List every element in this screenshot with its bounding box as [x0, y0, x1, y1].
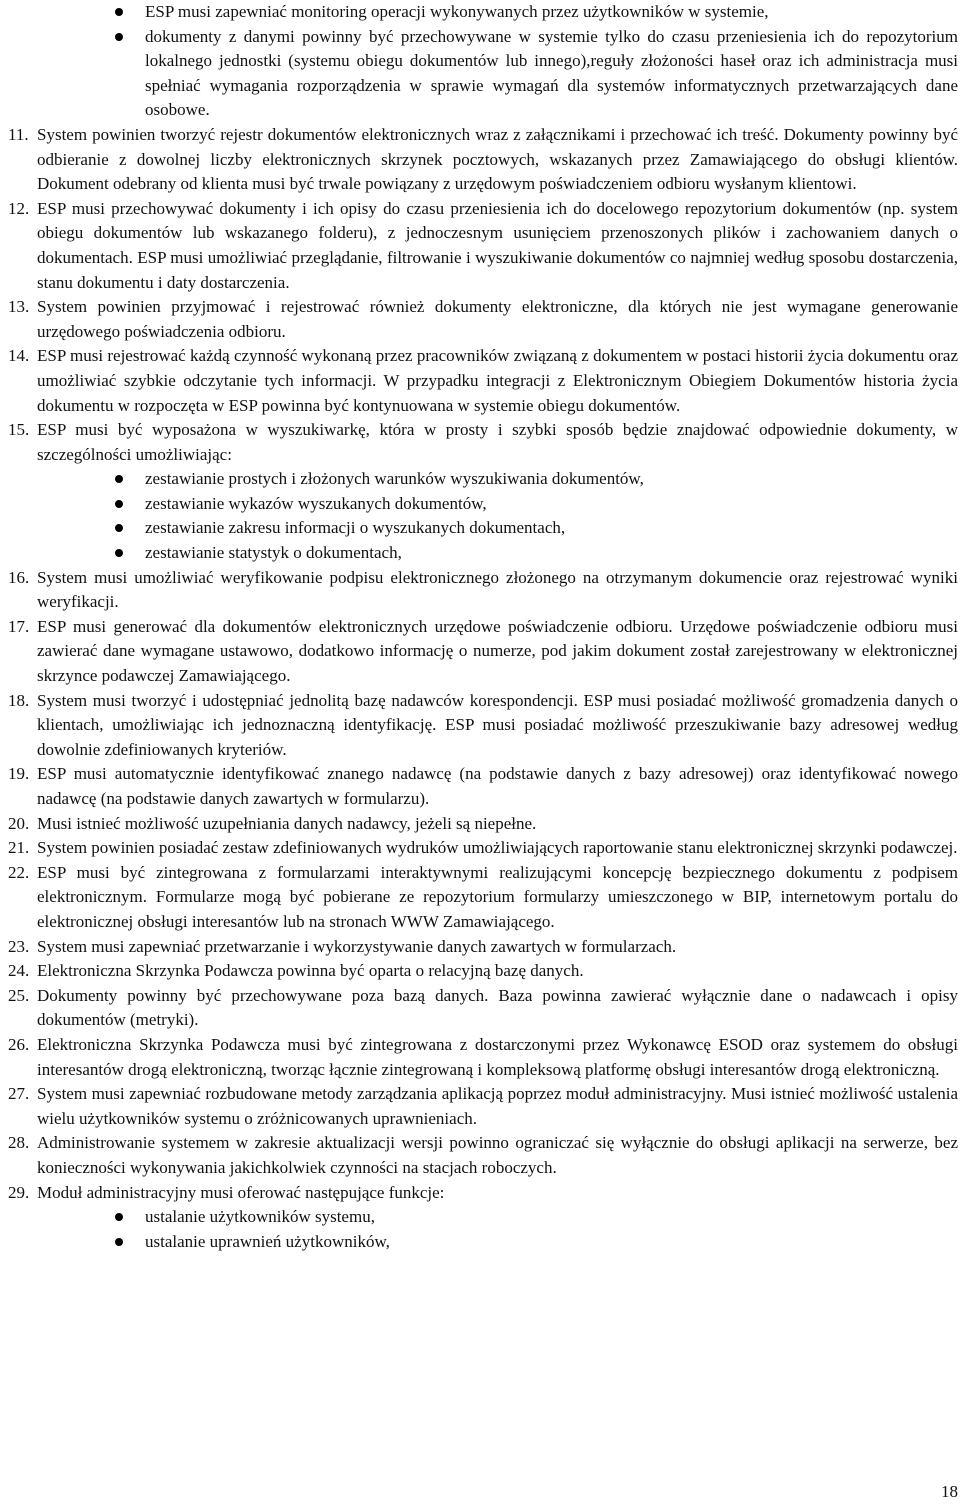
numbered-item: [8, 1033, 958, 1082]
numbered-item: [8, 197, 958, 295]
item-text: System musi tworzyć i udostępniać jednolitą bazę nadawców korespondencji. ESP musi posiadać możliwość gromadzenia danych o klientach, umożliwiając ich jednoznaczną identyfikację. ESP musi posiadać możliwość przeszukiwanie bazy adresowej według dowolnie zdefiniowanych kryteriów.: [37, 690, 958, 759]
item-number: 27.: [8, 1084, 30, 1104]
numbered-item: [8, 615, 958, 689]
item-text: Administrowanie systemem w zakresie aktualizacji wersji powinno ograniczać się wyłącznie do obsługi aplikacji na serwerze, bez konieczności wykonywania jakichkolwiek czynności na stacjach roboczych.: [37, 1133, 958, 1177]
item-number: 21.: [8, 838, 30, 858]
item-number: 29.: [8, 1182, 30, 1202]
item-text: System musi umożliwiać weryfikowanie podpisu elektronicznego złożonego na otrzymanym dokumencie oraz rejestrować wyniki weryfikacji.: [37, 567, 958, 612]
bullet-item: ESP musi zapewniać monitoring operacji wykonywanych przez użytkowników w systemie,: [8, 0, 958, 25]
numbered-item: [8, 762, 958, 811]
item-text: ESP musi być wyposażona w wyszukiwarkę, która w prosty i szybki sposób będzie znajdować odpowiednie dokumenty, w szczególności umożliwiając:: [37, 420, 958, 464]
numbered-item: [8, 812, 958, 837]
item-text: ESP musi przechowywać dokumenty i ich opisy do czasu przeniesienia ich do docelowego repozytorium dokumentów (np. system obiegu dokumentów lub wskazanego folderu), z jednoczesnym usunięciem przenoszonych plików i zachowaniem danych o dokumentach. ESP musi umożliwiać przeglądanie, filtrowanie i wyszukiwanie dokumentów co najmniej według sposobu dostarczenia, stanu dokumentu i daty dostarczenia.: [37, 198, 958, 292]
sub-bullet-list: [37, 467, 958, 565]
item-text: ESP musi rejestrować każdą czynność wykonaną przez pracowników związaną z dokumentem w postaci historii życia dokumentu oraz umożliwiać szybkie odczytanie tych informacji. W przypadku integracji z Elektronicznym Obiegiem Dokumentów historia życia dokumentu w rozpoczęta w ESP powinna być kontynuowana w systemie obiegu dokumentów.: [37, 346, 958, 415]
item-text: Dokumenty powinny być przechowywane poza bazą danych. Baza powinna zawierać wyłącznie dane o nadawcach i opisy dokumentów (metryki).: [37, 985, 958, 1030]
numbered-item: [8, 959, 958, 984]
sub-bullet-list: [37, 1205, 958, 1254]
bullet-item: dokumenty z danymi powinny być przechowywane w systemie tylko do czasu przeniesienia ich do repozytorium lokalnego jednostki (systemu obiegu dokumentów lub innego),reguły złożoności haseł oraz ich administracja musi spełniać wymagania rozporządzenia w sprawie wymagań dla systemów informatycznych przetwarzających dane osobowe.: [8, 25, 958, 123]
numbered-item: [8, 861, 958, 935]
item-text: Moduł administracyjny musi oferować następujące funkcje:: [37, 1182, 445, 1202]
top-bullet-list: [8, 0, 958, 123]
item-text: ESP musi automatycznie identyfikować znanego nadawcę (na podstawie danych z bazy adresowej) oraz identyfikować nowego nadawcę (na podstawie danych zawartych w formularzu).: [37, 764, 958, 808]
item-number: 17.: [8, 616, 30, 636]
item-number: 13.: [8, 297, 30, 317]
numbered-item: [8, 836, 958, 861]
item-text: Elektroniczna Skrzynka Podawcza powinna być oparta o relacyjną bazę danych.: [37, 961, 584, 981]
item-text: ESP musi generować dla dokumentów elektronicznych urzędowe poświadczenie odbioru. Urzędowe poświadczenie odbioru musi zawierać dane wymagane ustawowo, dodatkowo informację o numerze, pod jakim dokument został zarejestrowany w elektronicznej skrzynce podawczej Zamawiającego.: [37, 616, 958, 686]
item-text: System powinien posiadać zestaw zdefiniowanych wydruków umożliwiających raportowanie stanu elektronicznej skrzynki podawczej.: [37, 838, 958, 858]
item-number: 15.: [8, 420, 30, 440]
numbered-item: [8, 566, 958, 615]
numbered-item: [8, 295, 958, 344]
numbered-item: [8, 344, 958, 418]
item-number: 14.: [8, 346, 30, 366]
item-text: System musi zapewniać rozbudowane metody zarządzania aplikacją poprzez moduł administracyjny. Musi istnieć możliwość ustalenia wielu użytkowników systemu o zróżnicowanych uprawnieniach.: [37, 1084, 958, 1128]
document-content: [8, 0, 958, 1254]
sub-bullet-item: ustalanie uprawnień użytkowników,: [37, 1230, 958, 1255]
sub-bullet-item: zestawianie zakresu informacji o wyszukanych dokumentach,: [37, 516, 958, 541]
item-text: System musi zapewniać przetwarzanie i wykorzystywanie danych zawartych w formularzach.: [37, 936, 677, 956]
item-number: 28.: [8, 1133, 30, 1153]
item-number: 18.: [8, 690, 30, 710]
numbered-item: [8, 689, 958, 763]
sub-bullet-item: ustalanie użytkowników systemu,: [37, 1205, 958, 1230]
item-number: 25.: [8, 985, 30, 1005]
item-number: 20.: [8, 813, 30, 833]
item-text: Musi istnieć możliwość uzupełniania danych nadawcy, jeżeli są niepełne.: [37, 813, 537, 833]
sub-bullet-item: zestawianie prostych i złożonych warunków wyszukiwania dokumentów,: [37, 467, 958, 492]
item-number: 26.: [8, 1034, 30, 1054]
numbered-item: [8, 418, 958, 566]
item-text: ESP musi być zintegrowana z formularzami interaktywnymi realizującymi koncepcję bezpiecznego dokumentu z podpisem elektronicznym. Formularze mogą być pobierane ze repozytorium formularzy umieszczonego w BIP, internetowym portalu do elektronicznej obsługi interesantów lub na stronach WWW Zamawiającego.: [37, 862, 958, 931]
sub-bullet-item: zestawianie wykazów wyszukanych dokumentów,: [37, 492, 958, 517]
item-number: 16.: [8, 567, 30, 587]
item-number: 12.: [8, 198, 30, 218]
item-text: System powinien przyjmować i rejestrować również dokumenty elektroniczne, dla których nie jest wymagane generowanie urzędowego poświadczenia odbioru.: [37, 297, 958, 341]
page-number: 18: [941, 1482, 958, 1501]
sub-bullet-item: zestawianie statystyk o dokumentach,: [37, 541, 958, 566]
numbered-item: [8, 123, 958, 197]
item-number: 23.: [8, 936, 30, 956]
item-text: Elektroniczna Skrzynka Podawcza musi być zintegrowana z dostarczonymi przez Wykonawcę ESOD oraz systemem do obsługi interesantów drogą elektroniczną, tworząc łącznie zintegrowaną i kompleksową platformę obsługi interesantów drogą elektroniczną.: [37, 1034, 958, 1079]
numbered-item: [8, 1181, 958, 1255]
item-number: 24.: [8, 961, 30, 981]
item-number: 19.: [8, 764, 30, 784]
item-number: 11.: [8, 124, 29, 144]
item-number: 22.: [8, 862, 30, 882]
numbered-item: [8, 935, 958, 960]
numbered-item: [8, 1082, 958, 1131]
item-text: System powinien tworzyć rejestr dokumentów elektronicznych wraz z załącznikami i przechować ich treść. Dokumenty powinny być odbieranie z dowolnej liczby elektronicznych skrzynek pocztowych, wskazanych przez Zamawiającego do obsługi klientów. Dokument odebrany od klienta musi być trwale powiązany z urzędowym poświadczeniem odbioru wysłanym klientowi.: [37, 124, 958, 194]
numbered-list: [8, 123, 958, 1254]
numbered-item: [8, 984, 958, 1033]
numbered-item: [8, 1131, 958, 1180]
